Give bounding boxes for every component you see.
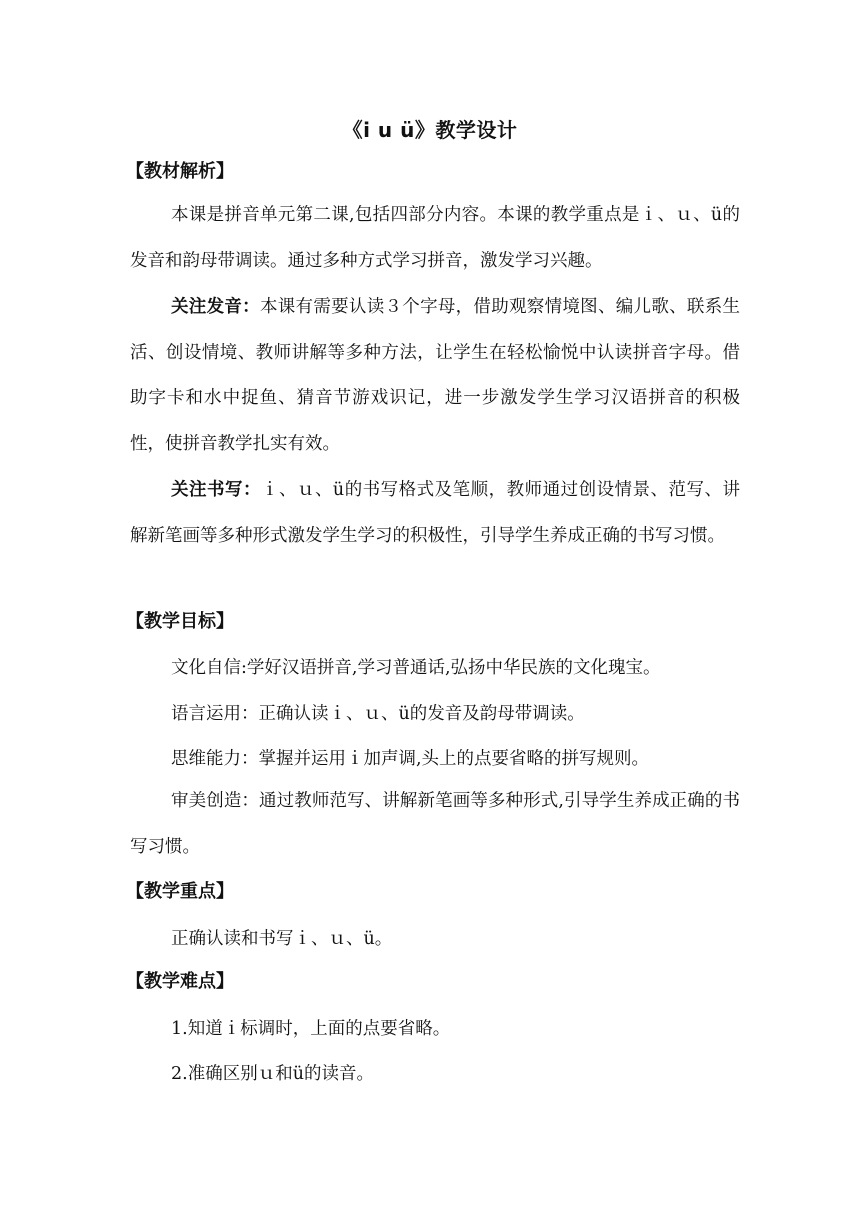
difficulty-1: 1.知道ｉ标调时，上面的点要省略。	[171, 1019, 451, 1039]
goal-language: 语言运用：正确认读ｉ、ｕ、ü的发音及韵母带调读。	[171, 704, 585, 724]
heading-goals: 【教学目标】	[126, 611, 234, 632]
goal-aesthetic: 审美创造：通过教师范写、讲解新笔画等多种形式,引导学生养成正确的书写习惯。	[130, 791, 740, 857]
document-title: 《i u ü》教学设计	[342, 118, 518, 142]
pronunciation-text: 本课有需要认读３个字母，借助观察情境图、编儿歌、联系生活、创设情境、教师讲解等多种方法，让学生在轻松愉悦中认读拼音字母。借助字卡和水中捉鱼、猜音节游戏识记，进一步激发学生学习汉语拼音的积极性，使拼音教学扎实有效。	[130, 297, 740, 454]
key-point-1: 正确认读和书写ｉ、ｕ、ü。	[171, 929, 393, 949]
heading-difficulties: 【教学难点】	[126, 971, 234, 992]
analysis-paragraph-writing	[130, 468, 740, 559]
pronunciation-lead: 关注发音：	[171, 297, 260, 317]
analysis-paragraph-intro: 本课是拼音单元第二课,包括四部分内容。本课的教学重点是ｉ、ｕ、ü的发音和韵母带调读。通过多种方式学习拼音，激发学习兴趣。	[130, 205, 740, 271]
goal-culture: 文化自信:学好汉语拼音,学习普通话,弘扬中华民族的文化瑰宝。	[171, 658, 661, 678]
writing-lead: 关注书写：	[171, 480, 261, 500]
heading-analysis: 【教材解析】	[126, 161, 234, 182]
goal-thinking: 思维能力：掌握并运用ｉ加声调,头上的点要省略的拼写规则。	[171, 749, 650, 769]
difficulty-2: 2.准确区别ｕ和ü的读音。	[171, 1064, 374, 1084]
writing-text: ｉ、ｕ、ü的书写格式及笔顺，教师通过创设情景、范写、讲解新笔画等多种形式激发学生学习的积极性，引导学生养成正确的书写习惯。	[130, 480, 741, 546]
analysis-paragraph-pronunciation	[130, 285, 740, 467]
heading-key-points: 【教学重点】	[126, 881, 234, 902]
